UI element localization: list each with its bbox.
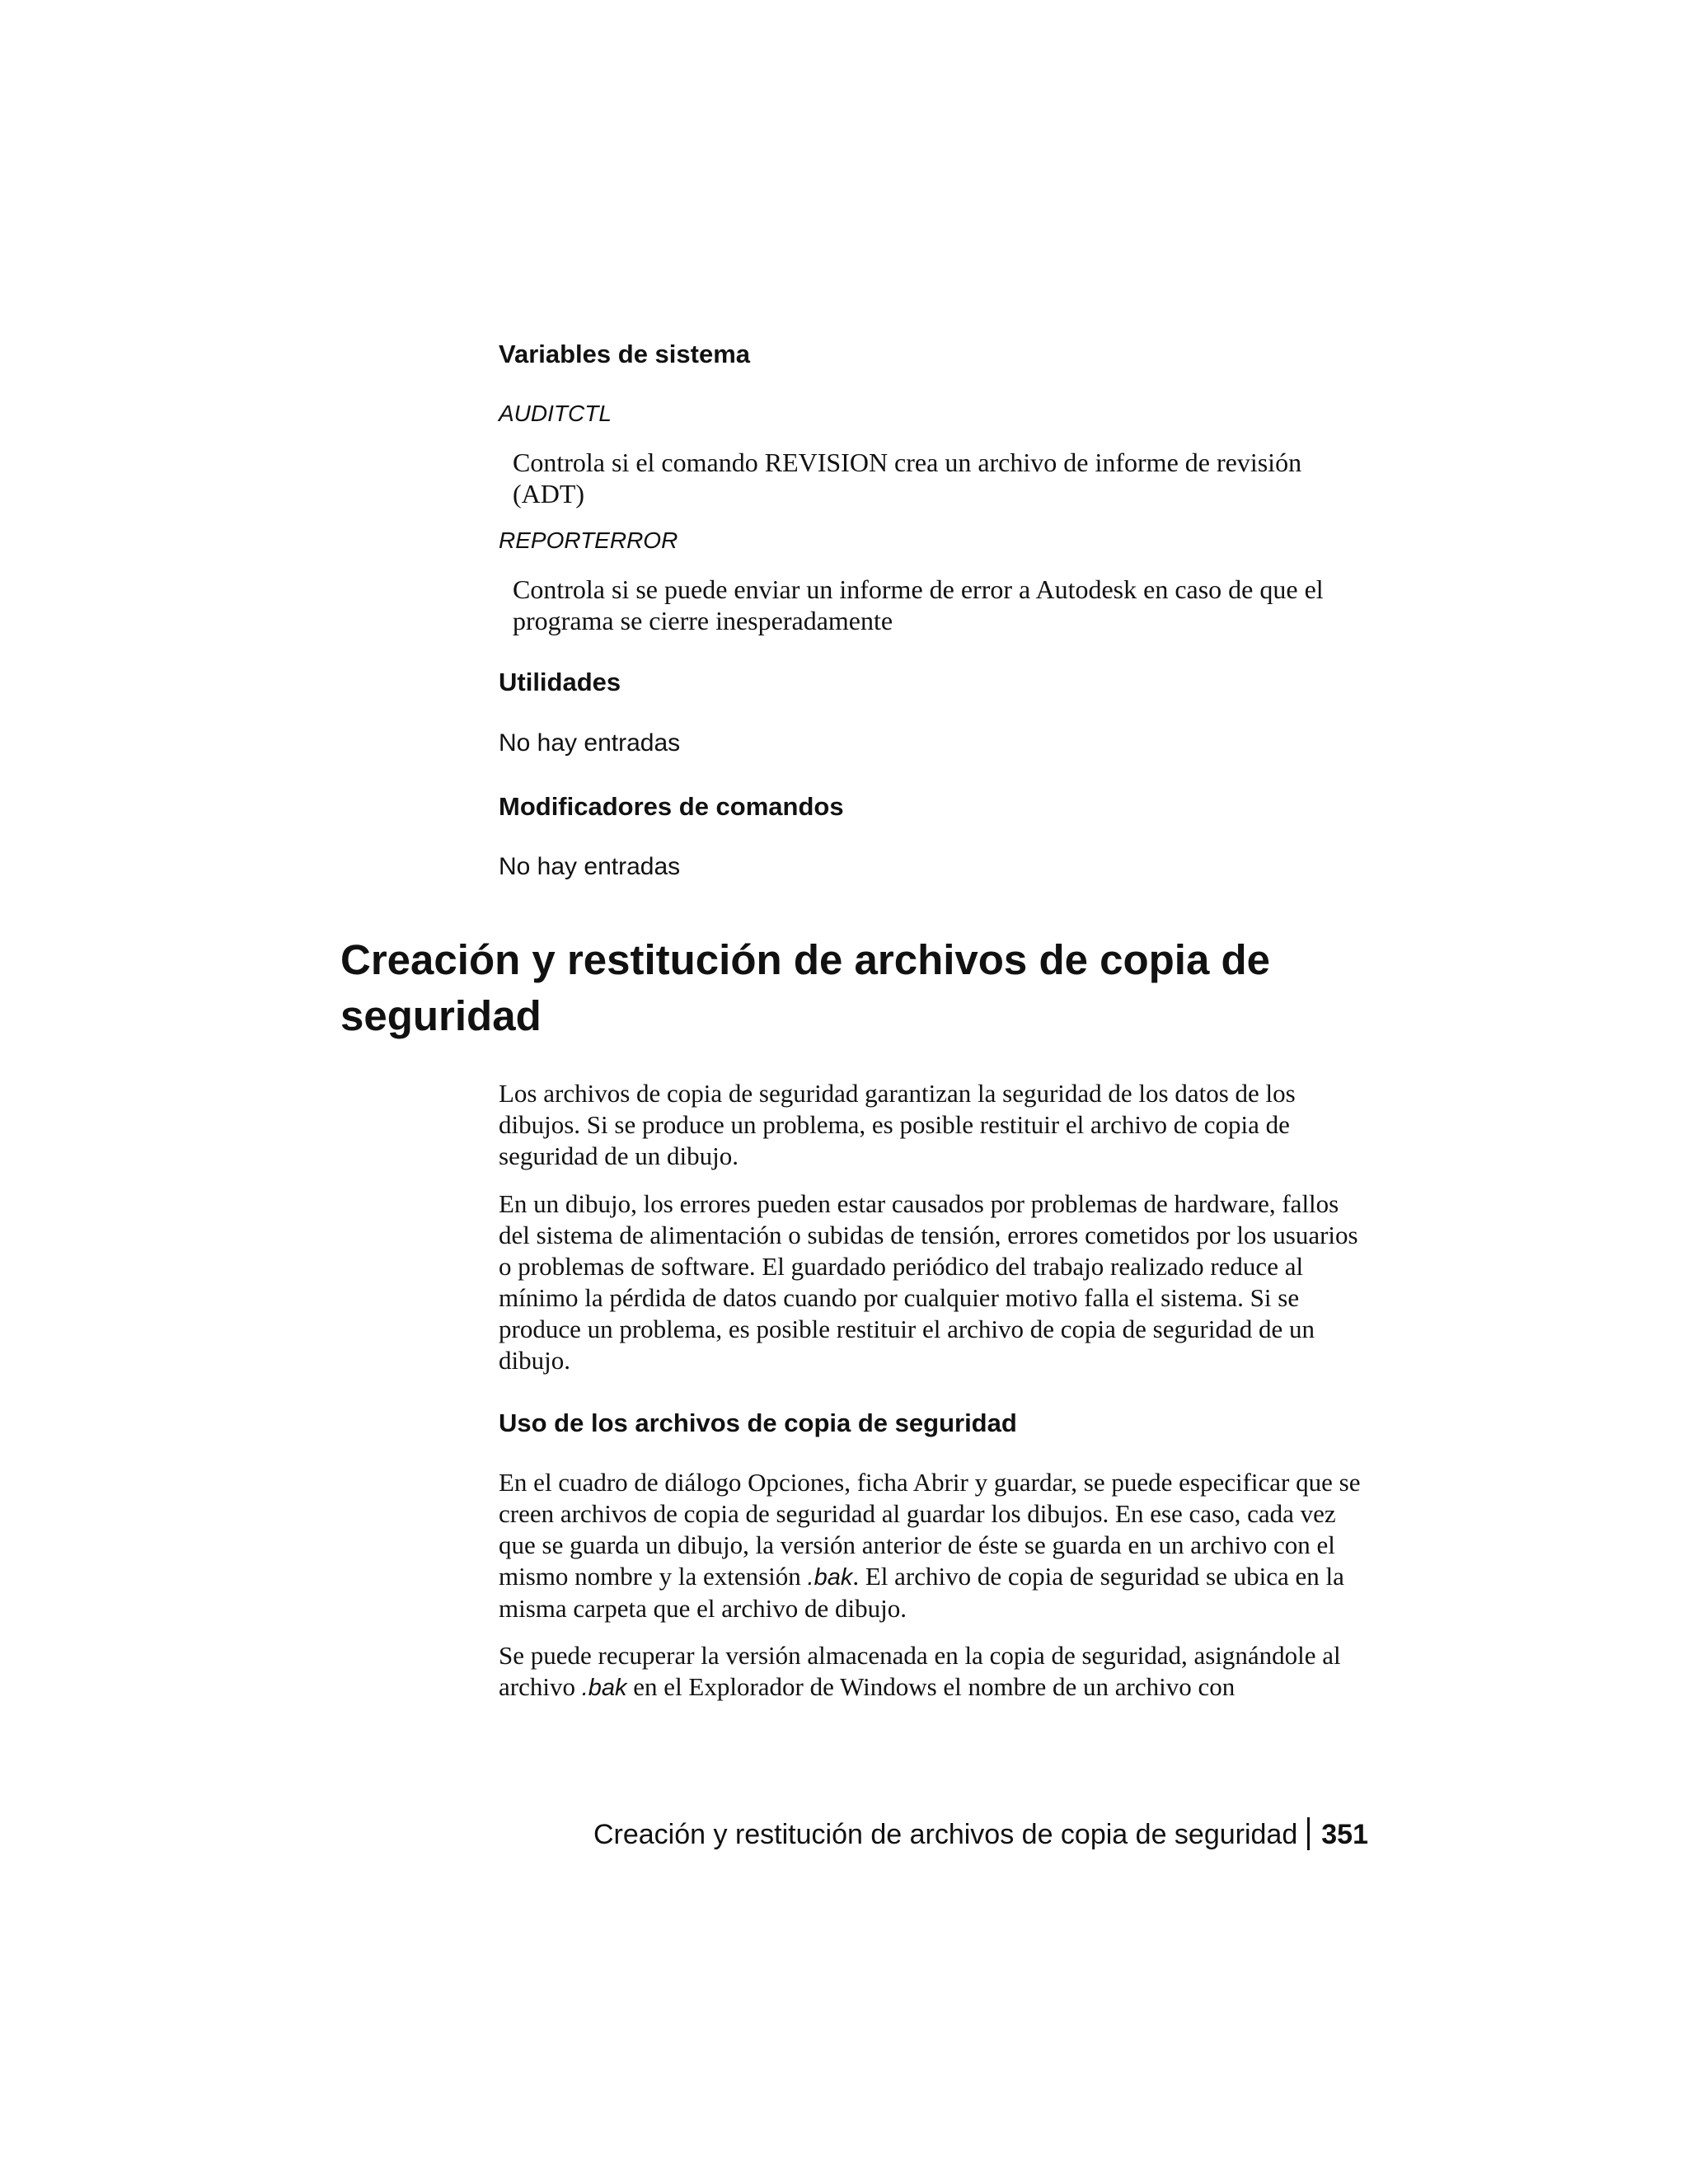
errors-paragraph: En un dibujo, los errores pueden estar causados por problemas de hardware, fallos del sistema de alimentación o subidas de tensión, errores cometidos por los usuarios o problemas de software. El guardado periódico del trabajo realizado reduce al mínimo la pérdida de datos cuando por cualquier motivo falla el sistema. Si se produce un problema, es posible restituir el archivo de copia de seguridad de un dibujo. [499, 1189, 1358, 1375]
utilities-heading: Utilidades [499, 668, 621, 696]
term-reporterror: REPORTERROR [499, 527, 678, 553]
term-reporterror-description: Controla si se puede enviar un informe de error a Autodesk en caso de que el programa se cierre inesperadamente [513, 574, 1324, 635]
bak-extension: .bak [581, 1675, 627, 1701]
command-modifiers-heading: Modificadores de comandos [499, 792, 844, 821]
footer-running-title: Creación y restitución de archivos de copia de seguridad [593, 1819, 1298, 1850]
backup-usage-heading: Uso de los archivos de copia de seguridad [499, 1408, 1017, 1437]
bak-extension: .bak [807, 1564, 853, 1591]
backup-usage-paragraph-1: En el cuadro de diálogo Opciones, ficha Abrir y guardar, se puede especificar que se creen archivos de copia de seguridad al guardar los dibujos. En ese caso, cada vez que se guarda un dibujo, la versión anterior de éste se guarda en un archivo con el mismo nombre y la extensión .bak. El archivo de copia de seguridad se ubica en la misma carpeta que el archivo de dibujo. [499, 1468, 1361, 1623]
page-number: 351 [1321, 1819, 1368, 1850]
command-modifiers-text: No hay entradas [499, 853, 681, 880]
backup-usage-paragraph-2: Se puede recuperar la versión almacenada en la copia de seguridad, asignándole al archivo .bak en el Explorador de Windows el nombre de un archivo con [499, 1641, 1341, 1701]
intro-paragraph: Los archivos de copia de seguridad garantizan la seguridad de los datos de los dibujos. Si se produce un problema, es posible restituir el archivo de copia de seguridad de un dibujo. [499, 1079, 1296, 1170]
term-auditctl-description: Controla si el comando REVISION crea un archivo de informe de revisión (ADT) [513, 448, 1302, 509]
footer-separator [1307, 1817, 1310, 1850]
system-variables-heading: Variables de sistema [499, 340, 751, 368]
term-auditctl: AUDITCTL [499, 401, 612, 426]
section-title: Creación y restitución de archivos de copia de seguridad [340, 936, 1271, 1039]
page-footer [593, 1816, 1368, 1853]
utilities-text: No hay entradas [499, 729, 681, 757]
